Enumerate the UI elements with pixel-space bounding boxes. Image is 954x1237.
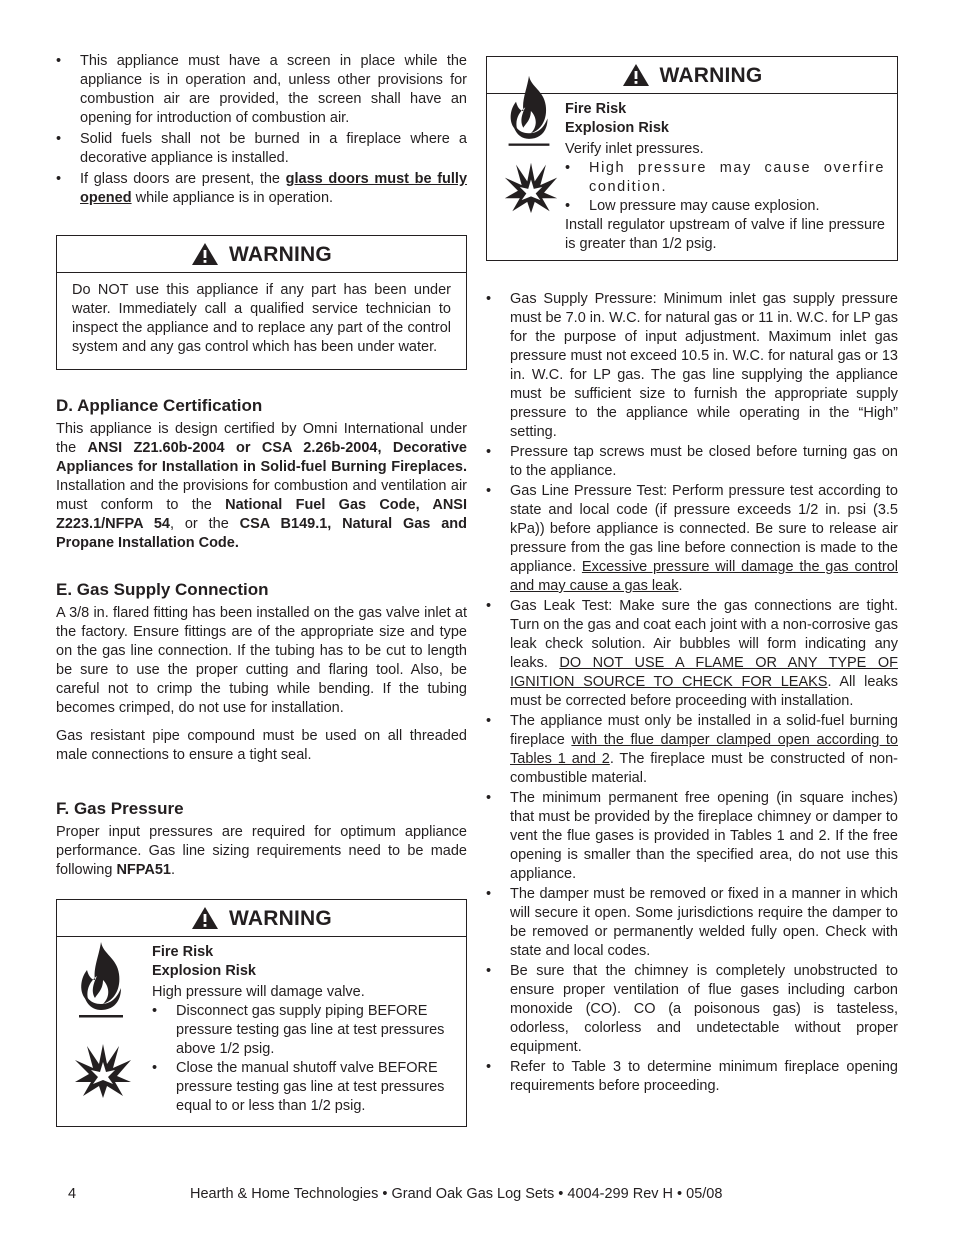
risk-label: Explosion Risk (565, 120, 669, 136)
explosion-icon (73, 1040, 133, 1100)
list-item: • This appliance must have a screen in place while the appliance is in operation and, unless other provisions for combustion air are provided, the screen shall have an opening for introduction of combustion air. (56, 52, 467, 128)
warning-header (57, 900, 466, 937)
section-heading: E. Gas Supply Connection (56, 580, 269, 599)
section-gas-supply-connection (56, 580, 467, 765)
footer-text: Hearth & Home Technologies • Grand Oak Gas Log Sets • 4004-299 Rev H • 05/08 (190, 1186, 723, 1202)
warning-title: WARNING (659, 63, 763, 87)
left-column (56, 52, 467, 1127)
list-item: • Solid fuels shall not be burned in a fireplace where a decorative appliance is installed. (56, 130, 467, 168)
section-appliance-certification (56, 396, 467, 553)
list-item: • The minimum permanent free opening (in square inches) that must be provided by the fireplace chimney or damper to vent the flue gases is provided in Tables 1 and 2. If the free opening is smaller than the specified area, do not use this appliance. (486, 789, 898, 884)
glass-doors-emphasis: glass doors must be fully opened (80, 171, 468, 206)
warning-line: Verify inlet pressures. (565, 141, 704, 157)
risk-label: Fire Risk (152, 944, 214, 960)
paragraph: Proper input pressures are required for optimum appliance performance. Gas line sizing requirements need to be made following NFPA51. (56, 824, 467, 878)
warning-box-inlet-pressure (486, 56, 898, 261)
warning-body: Do NOT use this appliance if any part has been under water. Immediately call a qualified service technician to inspect the appliance and to replace any part of the control system and any gas control which has been under water. (72, 282, 451, 355)
right-column (486, 56, 898, 1097)
list-item: • Gas Line Pressure Test: Perform pressure test according to state and local code (if pressure exceeds 1/2 in. psi (3.5 kPa)) before appliance is connected. Be sure to release air pressure from the gas line before connection is made to the appliance. Excessive pressure will damage the gas control and may cause a gas leak. (486, 482, 898, 596)
warning-title: WARNING (229, 906, 332, 930)
section-heading: F. Gas Pressure (56, 799, 184, 818)
list-item: • Gas Supply Pressure: Minimum inlet gas supply pressure must be 7.0 in. W.C. for natural gas or 11 in. W.C. for LP gas for the purpose of input adjustment. Maximum inlet gas pressure must not exceed 10.5 in. W.C. for natural gas or 13 in. W.C. for LP gas. The gas line supplying the appliance must be sufficient size to furnish the appropriate supply pressure to the appliance while operating in the “High” setting. (486, 290, 898, 442)
list-item: • High pressure may cause overfire condition. (565, 159, 885, 197)
page-number: 4 (68, 1186, 77, 1202)
section-gas-pressure (56, 799, 467, 880)
warning-line: High pressure will damage valve. (152, 984, 365, 1000)
warning-header (57, 236, 466, 273)
paragraph: A 3/8 in. flared fitting has been installed on the gas valve inlet at the factory. Ensure fittings are of the appropriate size and type on the gas line connection. If the tubing has to be cut to length be sure to use the proper cutting and flaring tool. Also, be careful not to crimp the tubing while bending. If the tubing becomes crimped, do not use for installation. (56, 605, 467, 716)
list-item: • Low pressure may cause explosion. (565, 197, 885, 216)
gas-requirements-list (486, 290, 898, 1096)
section-heading: D. Appliance Certification (56, 396, 263, 415)
warning-box-high-pressure (56, 899, 467, 1127)
list-item: • Be sure that the chimney is completely unobstructed to ensure proper ventilation of flue gases including carbon monoxide (CO). CO (a poisonous gas) is tasteless, odorless, colorless and undetectable without proper equipment. (486, 962, 898, 1057)
list-item: • The damper must be removed or fixed in a manner in which will secure it open. Some jurisdictions require the damper to be removed or permanently welded fully open. Check with state and local codes. (486, 885, 898, 961)
paragraph: This appliance is design certified by Omni International under the ANSI Z21.60b-2004 or CSA 2.26b-2004, Decorative Appliances for Installation in Solid-fuel Burning Fireplaces. Installation and the provisions for combustion and ventilation air must conform to the National Fuel Gas Code, ANSI Z223.1/NFPA 54, or the CSA B149.1, Natural Gas and Propane Installation Code. (56, 421, 467, 551)
warning-list (152, 1002, 450, 1116)
warning-tail: Install regulator upstream of valve if line pressure is greater than 1/2 psig. (565, 217, 885, 252)
fire-icon (73, 940, 129, 1020)
list-item: • The appliance must only be installed in a solid-fuel burning fireplace with the flue damper clamped open according to Tables 1 and 2. The fireplace must be constructed of non-combustible material. (486, 712, 898, 788)
list-item: • Disconnect gas supply piping BEFORE pressure testing gas line at test pressures above 1/2 psig. (152, 1002, 450, 1059)
list-item: • Close the manual shutoff valve BEFORE pressure testing gas line at test pressures equal to or less than 1/2 psig. (152, 1059, 450, 1116)
explosion-icon (503, 159, 559, 215)
warning-triangle-icon (622, 63, 650, 87)
risk-label: Explosion Risk (152, 963, 256, 979)
list-item: • Gas Leak Test: Make sure the gas connections are tight. Turn on the gas and coat each joint with a non-corrosive gas leak check solution. Air bubbles will form indicating any leaks. DO NOT USE A FLAME OR ANY TYPE OF IGNITION SOURCE TO CHECK FOR LEAKS. All leaks must be corrected before proceeding with installation. (486, 597, 898, 711)
warning-triangle-icon (191, 242, 219, 266)
hazard-icons (73, 940, 133, 1106)
list-item: • Refer to Table 3 to determine minimum fireplace opening requirements before proceeding. (486, 1058, 898, 1096)
warning-list (565, 159, 885, 216)
paragraph: Gas resistant pipe compound must be used on all threaded male connections to ensure a tight seal. (56, 728, 467, 763)
list-item: • If glass doors are present, the glass doors must be fully opened while appliance is in operation. (56, 170, 467, 208)
warning-box-water (56, 235, 467, 370)
warning-title: WARNING (229, 242, 332, 266)
fire-icon (503, 73, 555, 149)
list-item: • Pressure tap screws must be closed before turning gas on to the appliance. (486, 443, 898, 481)
intro-bullet-list (56, 52, 467, 208)
warning-triangle-icon (191, 906, 219, 930)
risk-label: Fire Risk (565, 101, 627, 117)
hazard-icons (503, 73, 559, 221)
